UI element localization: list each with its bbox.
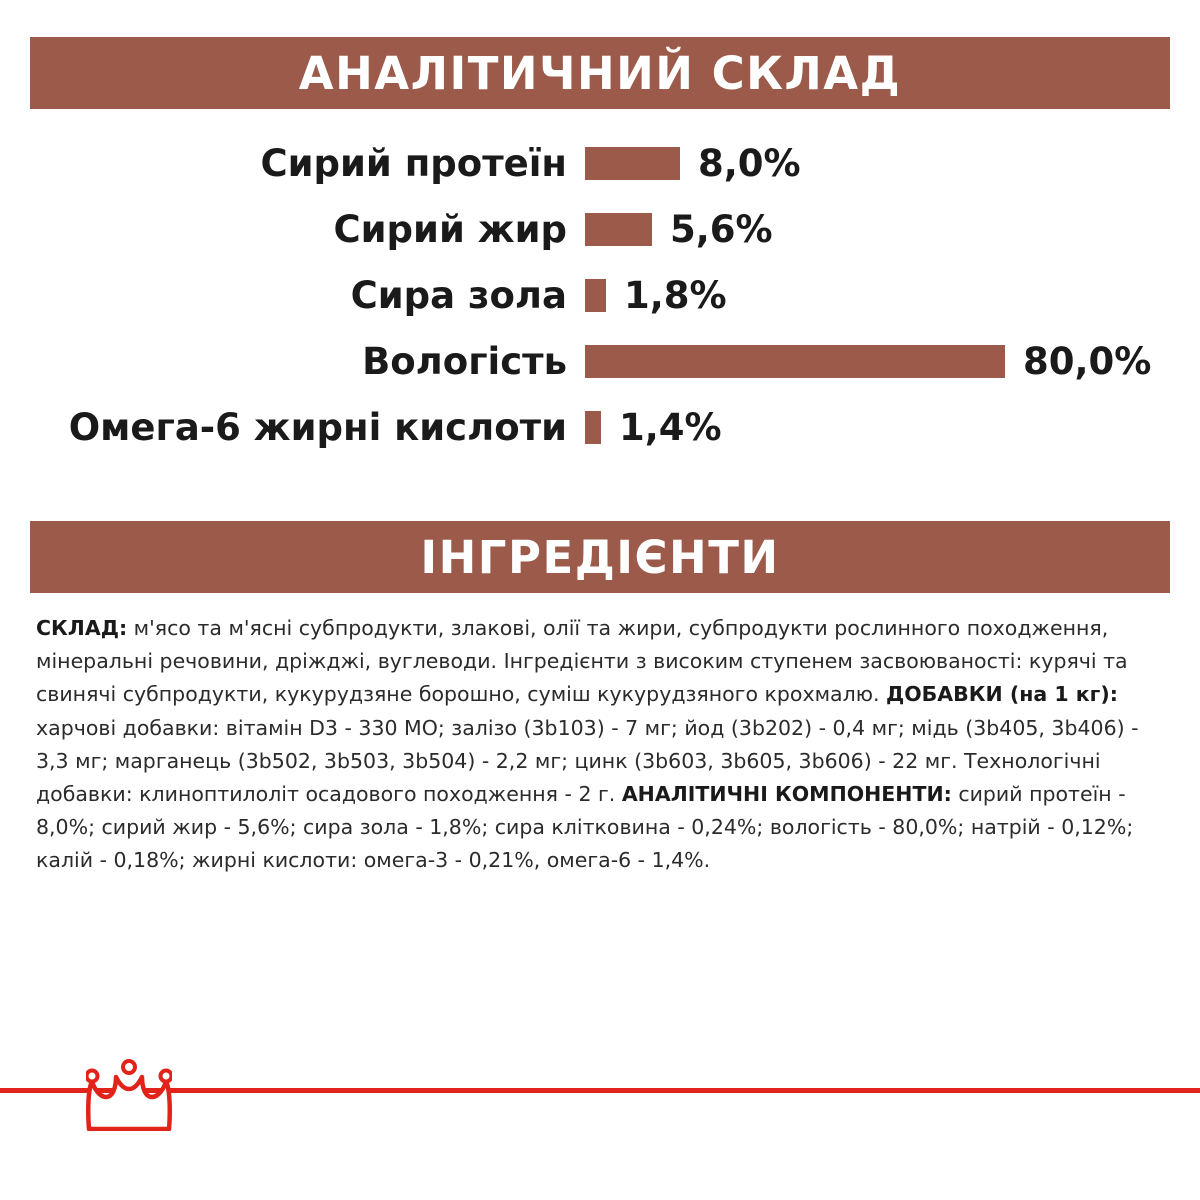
chart-row-label: Сира зола [350,273,567,317]
analytical-composition-chart [30,130,1170,500]
ingredients-label-analytical-components: АНАЛІТИЧНІ КОМПОНЕНТИ: [621,782,952,807]
royal-canin-crown-icon [86,1059,172,1131]
ingredients-label-additives: ДОБАВКИ (на 1 кг): [886,682,1118,707]
brand-footer [0,1088,1200,1200]
chart-row-bar-wrap [585,207,1170,251]
chart-row-bar-wrap [585,405,1170,449]
ingredients-title: ІНГРЕДІЄНТИ [420,530,780,584]
ingredients-part-3: сирий протеїн - 8,0%; сирий жир - 5,6%; сира зола - 1,8%; сира клітковина - 0,24%; вологість - 80,0%; натрій - 0,12%; калій - 0,18%; жирні кислоти: омега-3 - 0,21%, омега-6 - 1,4%. [36,782,1134,873]
chart-row-value: 5,6% [670,207,773,251]
chart-row-bar [585,213,652,246]
chart-row-bar [585,147,680,180]
chart-row-value: 1,4% [619,405,722,449]
chart-row-value: 80,0% [1023,339,1152,383]
chart-row-label: Сирий протеїн [260,141,567,185]
chart-row-bar [585,345,1005,378]
chart-row-bar [585,411,601,444]
ingredients-label-composition: СКЛАД: [36,616,128,640]
ingredients-header [30,521,1170,593]
chart-row [30,394,1170,460]
chart-row-value: 8,0% [698,141,801,185]
chart-row [30,328,1170,394]
chart-row [30,130,1170,196]
analytical-composition-header [30,37,1170,109]
ingredients-part-1: м'ясо та м'ясні субпродукти, злакові, олії та жири, субпродукти рослинного походження, мінеральні речовини, дріжджі, вуглеводи. Інгредієнти з високим ступенем засвоюваності: курячі та свинячі субпродукти, кукурудзяне борошно, суміш кукурудзяного крохмалю. [36,616,1128,707]
chart-row-value: 1,8% [624,273,727,317]
chart-row-label: Сирий жир [333,207,567,251]
ingredients-part-2: харчові добавки: вітамін D3 - 330 МО; залізо (3b103) - 7 мг; йод (3b202) - 0,4 мг; мідь (3b405, 3b406) - 3,3 мг; марганець (3b502, 3b503, 3b504) - 2,2 мг; цинк (3b603, 3b605, 3b606) - 22 мг. Технологічні добавки: клиноптилоліт осадового походження - 2 г. [36,715,1139,807]
chart-row [30,262,1170,328]
analytical-composition-title: АНАЛІТИЧНИЙ СКЛАД [298,46,902,100]
chart-row-bar-wrap [585,339,1170,383]
chart-row-bar [585,279,606,312]
chart-row-label: Омега-6 жирні кислоти [68,405,567,449]
chart-row [30,196,1170,262]
ingredients-text [36,612,1164,878]
chart-row-bar-wrap [585,273,1170,317]
chart-row-label: Вологість [362,339,567,383]
chart-row-bar-wrap [585,141,1170,185]
